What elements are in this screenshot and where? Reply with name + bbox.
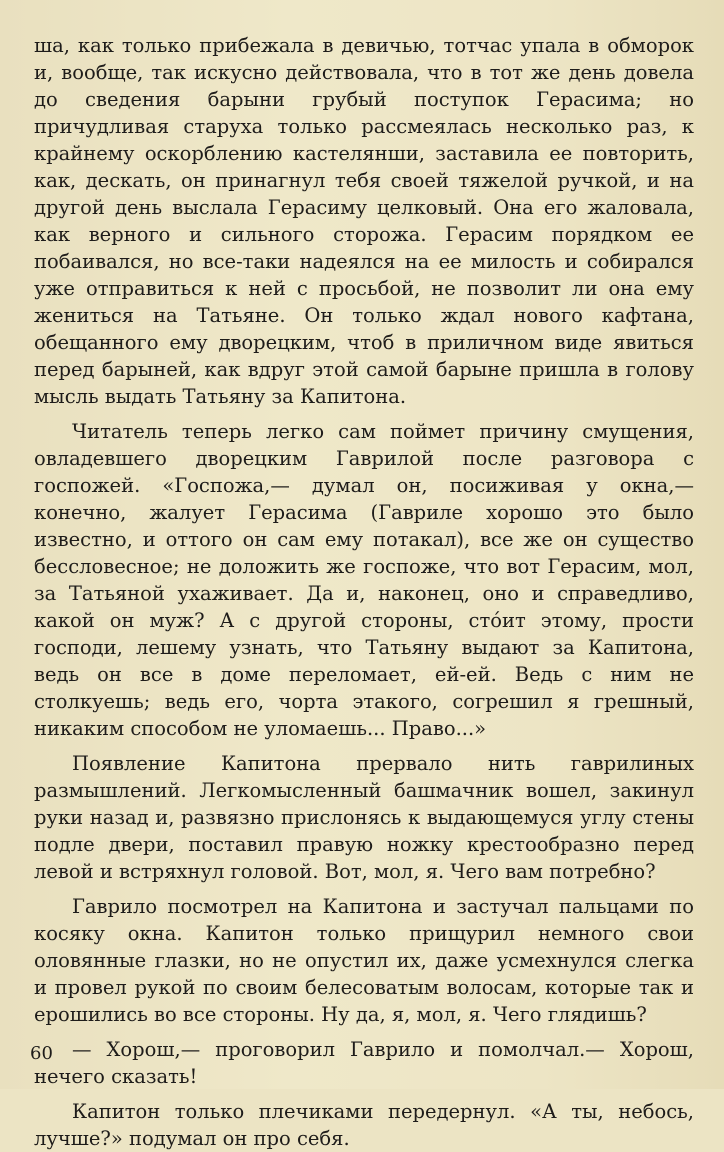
paragraph-kapiton-enters: Появление Капитона прервало нить гаврилиных размышлений. Легкомысленный башмачник вошел, закинул руки назад и, развязно прислонясь к выдающемуся углу стены подле двери, поставил правую ножку крестообразно перед левой и встряхнул головой. Вот, мол, я. Чего вам потребно? — [34, 752, 694, 883]
body-text — [34, 32, 694, 1152]
paragraph-gavrilo-looks: Гаврило посмотрел на Капитона и застучал пальцами по косяку окна. Капитон только прищурил немного свои оловянные глазки, но не опустил их, даже усмехнулся слегка и провел рукой по своим белесоватым волосам, которые так и ерошились во все стороны. Ну да, я, мол, я. Чего глядишь? — [34, 895, 694, 1026]
paragraph-continuation: ша, как только прибежала в девичью, тотчас упала в обморок и, вообще, так искусно действовала, что в тот же день довела до сведения барыни грубый поступок Герасима; но причудливая старуха только рассмеялась несколько раз, к крайнему оскорблению кастелянши, заставила ее повторить, как, дескать, он принагнул тебя своей тяжелой ручкой, и на другой день выслала Герасиму целковый. Она его жаловала, как верного и сильного сторожа. Герасим порядком ее побаивался, но все-таки надеялся на ее милость и собирался уже отправиться к ней с просьбой, не позволит ли она ему жениться на Татьяне. Он только ждал нового кафтана, обещанного ему дворецким, чтоб в приличном виде явиться перед барыней, как вдруг этой самой барыне пришла в голову мысль выдать Татьяну за Капитона. — [34, 34, 694, 408]
page-number: 60 — [30, 1043, 53, 1064]
paragraph-dialogue-khorosh: — Хорош,— проговорил Гаврило и помолчал.— Хорош, нечего сказать! — [34, 1038, 694, 1088]
paragraph-kapiton-shrugs: Капитон только плечиками передернул. «А ты, небось, лучше?» подумал он про себя. — [34, 1100, 694, 1150]
paragraph-reader-understands: Читатель теперь легко сам поймет причину смущения, овладевшего дворецким Гаврилой после разговора с госпожей. «Госпожа,— думал он, посиживая у окна,— конечно, жалует Герасима (Гавриле хорошо это было известно, и оттого он сам ему потакал), все же он существо бессловесное; не доложить же госпоже, что вот Герасим, мол, за Татьяной ухаживает. Да и, наконец, оно и справедливо, какой он муж? А с другой стороны, стóит этому, прости господи, лешему узнать, что Татьяну выдают за Капитона, ведь он все в доме переломает, ей-ей. Ведь с ним не столкуешь; ведь его, чорта этакого, согрешил я грешный, никаким способом не уломаешь... Право...» — [34, 420, 694, 740]
